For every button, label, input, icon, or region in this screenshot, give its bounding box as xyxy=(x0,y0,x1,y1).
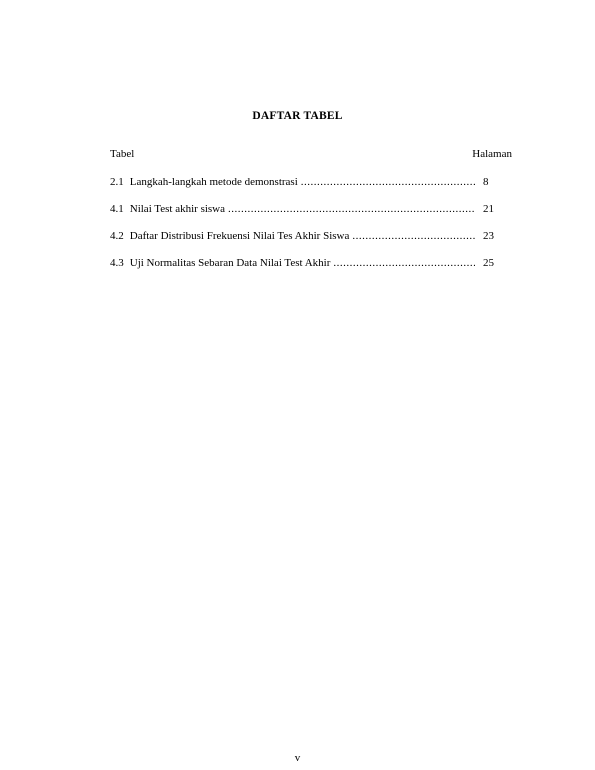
entry-label: Langkah-langkah metode demonstrasi xyxy=(129,176,298,188)
entry-page: 23 xyxy=(483,230,494,242)
list-item xyxy=(110,229,512,256)
entry-label: Nilai Test akhir siswa xyxy=(129,203,226,215)
dot-leader xyxy=(352,229,475,243)
entry-number: 4.1 xyxy=(110,203,124,215)
column-header-tabel: Tabel xyxy=(110,148,135,160)
list-item xyxy=(110,256,512,283)
list-item xyxy=(110,175,512,202)
entry-number: 2.1 xyxy=(110,176,124,188)
entry-number: 4.2 xyxy=(110,230,124,242)
column-header-halaman: Halaman xyxy=(472,148,512,160)
table-of-tables xyxy=(110,175,512,283)
dot-leader xyxy=(333,256,475,270)
entry-label: Uji Normalitas Sebaran Data Nilai Test Akhir xyxy=(129,257,331,269)
entry-page: 8 xyxy=(483,176,489,188)
entry-label: Daftar Distribusi Frekuensi Nilai Tes Akhir Siswa xyxy=(129,230,350,242)
page-title: DAFTAR TABEL xyxy=(252,110,343,122)
page-number: v xyxy=(294,752,301,764)
dot-leader xyxy=(228,202,475,216)
entry-page: 25 xyxy=(483,257,494,269)
entry-number: 4.3 xyxy=(110,257,124,269)
entry-page: 21 xyxy=(483,203,494,215)
dot-leader xyxy=(301,175,475,189)
list-item xyxy=(110,202,512,229)
